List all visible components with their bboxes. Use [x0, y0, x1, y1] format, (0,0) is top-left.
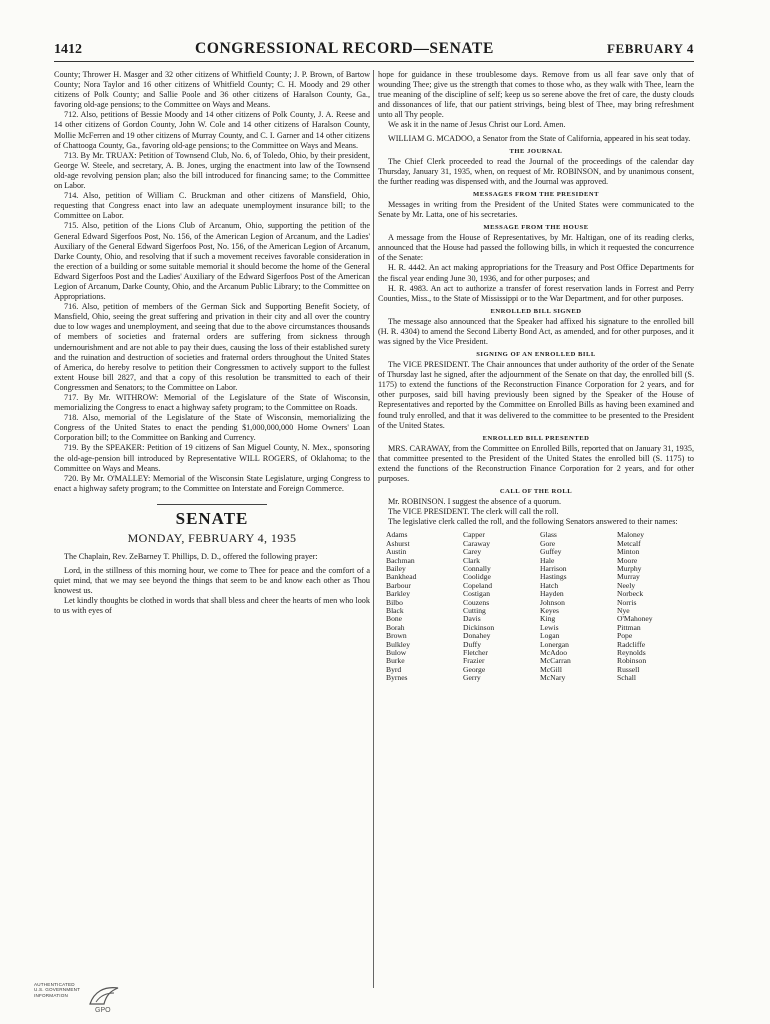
petition-paragraph: 717. By Mr. WITHROW: Memorial of the Legislature of the State of Wisconsin, memorializing the Congress to enact a highway safety program; to the Committee on Roads. [54, 393, 370, 413]
names-column [463, 531, 532, 682]
senator-name: Robinson [617, 656, 647, 666]
senator-name: McGill [540, 664, 562, 674]
page-date: FEBRUARY 4 [606, 41, 694, 56]
section-heading: ENROLLED BILL SIGNED [490, 307, 582, 315]
senator-name: McAdoo [540, 648, 567, 658]
senator-name: Byrd [386, 664, 402, 674]
petition-paragraph: 716. Also, petition of members of the German Sick and Supporting Benefit Society, of Mansfield, Ohio, seeing the great suffering and privation in their city and all over the country due to low wages and unemployment, and seeing that due to the above circumstances thousands of members of societies and fraternal orders are suffering from sickness through undernourishment and are not able to pay their dues, causing the loss of their established surety and the ruination and destruction of societies and fraternal orders throughout the United States of America, do hereby resolve to petition their Congressmen to actively support to the fullest extent House bill 2827, and that a copy of this resolution be transmitted to each of their Congressmen and Senators; to the Committee on Labor. [54, 302, 370, 392]
senator-name: Fletcher [463, 648, 488, 658]
senator-name: Glass [540, 530, 557, 540]
senator-name: Pittman [617, 622, 641, 632]
senator-name: Brown [386, 631, 407, 641]
senator-name: Duffy [463, 639, 481, 649]
presented-paragraph: MRS. CARAWAY, from the Committee on Enrolled Bills, reported that on January 31, 1935, that committee presented to the President of the United States the enrolled bill (S. 1175) to extend the functions of the Reconstruction Finance Corporation for 2 years, and for other purposes. [378, 443, 694, 483]
petition-paragraph: 712. Also, petitions of Bessie Moody and 14 other citizens of Polk County, J. A. Reese and 14 other citizens of Gordon County, John W. Cole and 14 other citizens of Haralson County, Mollie McFerren and 19 other citizens of Murray County, and C. I. Garner and 14 other citizens of Chattooga County, Ga., favoring old-age pensions; to the Committee on Ways and Means. [54, 110, 370, 150]
senator-name: George [463, 664, 486, 674]
senator-name: Bone [386, 614, 403, 624]
senator-name: Bulow [386, 648, 407, 658]
senator-name: Hatch [540, 580, 559, 590]
senator-name: O'Mahoney [617, 614, 653, 624]
senator-name: Adams [386, 530, 408, 540]
mcadoo-paragraph: WILLIAM G. MCADOO, a Senator from the State of California, appeared in his seat today. [388, 133, 691, 143]
names-column [386, 531, 455, 682]
senator-name: Gerry [463, 673, 481, 683]
petition-paragraph: 718. Also, memorial of the Legislature of the State of Wisconsin, memorializing the Congress of the United States to enact the pending $1,000,000,000 Home Owners' Loan Corporation bill; to the Committee on Banking and Currency. [54, 413, 370, 443]
section-heading: CALL OF THE ROLL [499, 488, 573, 496]
section-heading: ENROLLED BILL PRESENTED [482, 434, 590, 442]
senator-name: Harrison [540, 564, 567, 573]
senate-heading: SENATE [175, 508, 249, 528]
senator-name: Neely [617, 580, 636, 590]
senator-name: Couzens [463, 597, 490, 607]
senator-name: Ashurst [386, 538, 410, 548]
section-heading: SIGNING OF AN ENROLLED BILL [476, 351, 596, 359]
senator-name: Johnson [540, 597, 565, 607]
senator-name: Minton [617, 547, 640, 557]
senator-name: Murphy [617, 564, 642, 573]
petition-paragraph: 715. Also, petition of the Lions Club of Arcanum, Ohio, supporting the petition of the General Edward Sigerfoos Post, No. 156, of the American Legion of Arcanum, and the Ladies' Auxiliary of the General Edward Sigerfoos Post, No. 156, of the American Legion of Arcanum, Darke County, Ohio, and resolving that if such a movement receives favorable consideration in the erection of a building or some suitable memorial it should become the home of the General Edward Sigerfoos Post and the Ladies' Auxiliary of the Edward Sigerfoos Post of the American Legion of Arcanum, Darke County, Ohio, and the Arcanum Public Library; to the Committee on Appropriations. [54, 221, 370, 302]
senator-name: Connally [463, 564, 491, 573]
names-column [540, 531, 609, 682]
petition-paragraph: 720. By Mr. O'MALLEY: Memorial of the Wisconsin State Legislature, urging Congress to enact a highway safety program; to the Committee on Interstate and Foreign Commerce. [54, 473, 370, 493]
senator-name: King [540, 614, 556, 624]
senator-name: Carey [463, 547, 482, 557]
names-column [617, 531, 686, 682]
section-heading: MESSAGE FROM THE HOUSE [483, 224, 589, 232]
senator-name: Lonergan [540, 639, 569, 649]
gpo-mark-text: GPO [95, 1007, 111, 1014]
president-paragraph: Messages in writing from the President of the United States were communicated to the Senate by Mr. Latta, one of his secretaries. [378, 199, 694, 220]
senator-name: Dickinson [463, 622, 495, 632]
senator-name: Norbeck [617, 589, 644, 599]
gpo-authentication-logo [22, 976, 132, 1016]
senator-name: Davis [463, 614, 481, 624]
senator-name: Donahey [463, 631, 491, 641]
senator-name: Caraway [463, 538, 490, 548]
page-title: CONGRESSIONAL RECORD—SENATE [195, 40, 494, 57]
eagle-icon [84, 982, 122, 1014]
page-number: 1412 [54, 42, 82, 57]
senator-name: Norris [617, 597, 637, 607]
right-column [378, 70, 694, 683]
senator-name: Bachman [386, 555, 415, 565]
senator-name: Barbour [386, 580, 411, 590]
page-header [54, 40, 694, 62]
senator-name: Austin [386, 547, 407, 557]
senator-name: McNary [540, 673, 566, 683]
senator-name: Byrnes [386, 673, 408, 683]
senator-name: Hayden [540, 589, 564, 599]
senate-date: MONDAY, FEBRUARY 4, 1935 [127, 530, 297, 545]
senator-name: Hastings [540, 572, 567, 582]
column-divider [373, 70, 374, 988]
gpo-logo-text: AUTHENTICATED U.S. GOVERNMENT INFORMATION [34, 982, 81, 998]
prayer-paragraph: Let kindly thoughts be clothed in words that shall bless and cheer the hearts of men who look to us with eyes of [54, 596, 370, 616]
senator-name: Logan [540, 631, 560, 641]
prayer-paragraph: Lord, in the stillness of this morning hour, we come to Thee for peace and the comfort of a quiet mind, that we may see beyond the things that seem to be and know each other as Thou knowest us. [54, 566, 370, 596]
senator-name: Burke [386, 656, 405, 666]
senator-name: Maloney [617, 530, 644, 540]
senator-name: Black [386, 606, 404, 616]
senator-name: Keyes [540, 606, 559, 616]
enrolled-paragraph: The message also announced that the Speaker had affixed his signature to the enrolled bill (H. R. 4304) to amend the Second Liberty Bond Act, as amended, and for other purposes, and it was signed by the Vice President. [378, 316, 694, 346]
petition-paragraph: 714. Also, petition of William C. Bruckman and other citizens of Mansfield, Ohio, requesting that Congress enact into law an adequate unemployment insurance bill; to the Committee on Labor. [54, 191, 370, 221]
petition-paragraph: 719. By the SPEAKER: Petition of 19 citizens of San Miguel County, N. Mex., sponsoring the old-age-pension bill introduced by Representative WILL ROGERS, of Oklahoma; to the Committee on Ways and Means. [54, 443, 370, 473]
senator-name: Cutting [463, 606, 486, 616]
senator-name: Moore [617, 555, 638, 565]
roll-call-names [378, 531, 686, 682]
petition-paragraph: County; Thrower H. Masger and 32 other citizens of Whitfield County; J. P. Brown, of Bartow County; Nora Taylor and 16 other citizens of Whitfield County; C. H. Moody and 29 other citizens of Polk County; and Sallie Poole and 36 other citizens of Haralson County, Ga., favoring old-age pensions; to the Committee on Ways and Means. [54, 70, 370, 110]
senator-name: Russell [617, 664, 640, 674]
senator-name: Capper [463, 530, 485, 540]
journal-paragraph: The Chief Clerk proceeded to read the Journal of the proceedings of the calendar day Thursday, January 31, 1935, when, on request of Mr. ROBINSON, and by unanimous consent, the further reading was dispensed with, and the Journal was approved. [378, 156, 694, 186]
house-bill: H. R. 4442. An act making appropriations for the Treasury and Post Office Departments for the fiscal year ending June 30, 1936, and for other purposes; and [378, 263, 694, 283]
senator-name: Murray [617, 572, 640, 582]
senator-name: Pope [617, 631, 633, 641]
section-heading: THE JOURNAL [509, 147, 563, 155]
senator-name: Lewis [540, 622, 559, 632]
senator-name: Barkley [386, 589, 411, 599]
record-page [54, 40, 694, 683]
senator-name: Bilbo [386, 597, 403, 607]
senator-name: Guffey [540, 547, 562, 557]
senator-name: Nye [617, 606, 630, 616]
senator-name: Bankhead [386, 572, 417, 582]
senator-name: Coolidge [463, 572, 491, 582]
senator-name: McCarran [540, 656, 571, 666]
senator-name: Bulkley [386, 639, 411, 649]
amen-line: We ask it in the name of Jesus Christ our Lord. Amen. [388, 120, 566, 130]
senator-name: Borah [386, 622, 405, 632]
senator-name: Clark [463, 555, 480, 565]
roll-paragraph: The VICE PRESIDENT. The clerk will call the roll. [388, 507, 559, 517]
senator-name: Costigan [463, 589, 491, 599]
left-column [54, 70, 370, 617]
chaplain-intro: The Chaplain, Rev. ZeBarney T. Phillips, D. D., offered the following prayer: [64, 551, 318, 561]
senator-name: Bailey [386, 564, 406, 573]
roll-paragraph: The legislative clerk called the roll, and the following Senators answered to their names: [388, 517, 678, 527]
senator-name: Metcalf [617, 538, 641, 548]
roll-paragraph: Mr. ROBINSON. I suggest the absence of a quorum. [388, 497, 562, 507]
prayer-continuation: hope for guidance in these troublesome days. Remove from us all fear save only that of wounding Thee; give us the strength that comes to those who, as they walk with Thee, learn the true meaning of the discipline of self; keep us so serene above the fret of care, the dusty clouds and dissonances of life, that our patient strivings, being blest of Thee, may bring refreshment unto all Thy people. [378, 70, 694, 120]
senator-name: Schall [617, 673, 636, 683]
senator-name: Reynolds [617, 648, 646, 658]
senator-name: Copeland [463, 580, 493, 590]
petition-paragraph: 713. By Mr. TRUAX: Petition of Townsend Club, No. 6, of Toledo, Ohio, by their president, George W. Steele, and secretary, A. B. Jones, urging the enactment into law of the Townsend old-age revolving pension plan; also the bill introduced for financing same; to the Committee on Labor. [54, 150, 370, 191]
senator-name: Gore [540, 538, 556, 548]
section-heading: MESSAGES FROM THE PRESIDENT [472, 190, 600, 198]
senator-name: Hale [540, 555, 555, 565]
signing-paragraph: The VICE PRESIDENT. The Chair announces that under authority of the order of the Senate of Thursday last he signed, after the adjournment of the Senate on that day, the enrolled bill (S. 1175) to extend the functions of the Reconstruction Finance Corporation for 2 years, and for other purposes, said bill having previously been signed by the Speaker of the House of Representatives and reported by the Committee on Enrolled Bills as having been examined and found truly enrolled, and that it was delivered to the committee to be presented to the President of the United States. [378, 360, 694, 430]
senator-name: Radcliffe [617, 639, 646, 649]
house-paragraph: A message from the House of Representatives, by Mr. Haltigan, one of its reading clerks, announced that the House had passed the following bills, in which it requested the concurrence of the Senate: [378, 233, 694, 263]
senator-name: Frazier [463, 656, 485, 666]
house-bill: H. R. 4983. An act to authorize a transfer of forest reservation lands in Forrest and Perry Counties, Miss., to the State of Mississippi or to the War Department, and for other purposes. [378, 283, 694, 303]
section-rule [157, 504, 267, 505]
